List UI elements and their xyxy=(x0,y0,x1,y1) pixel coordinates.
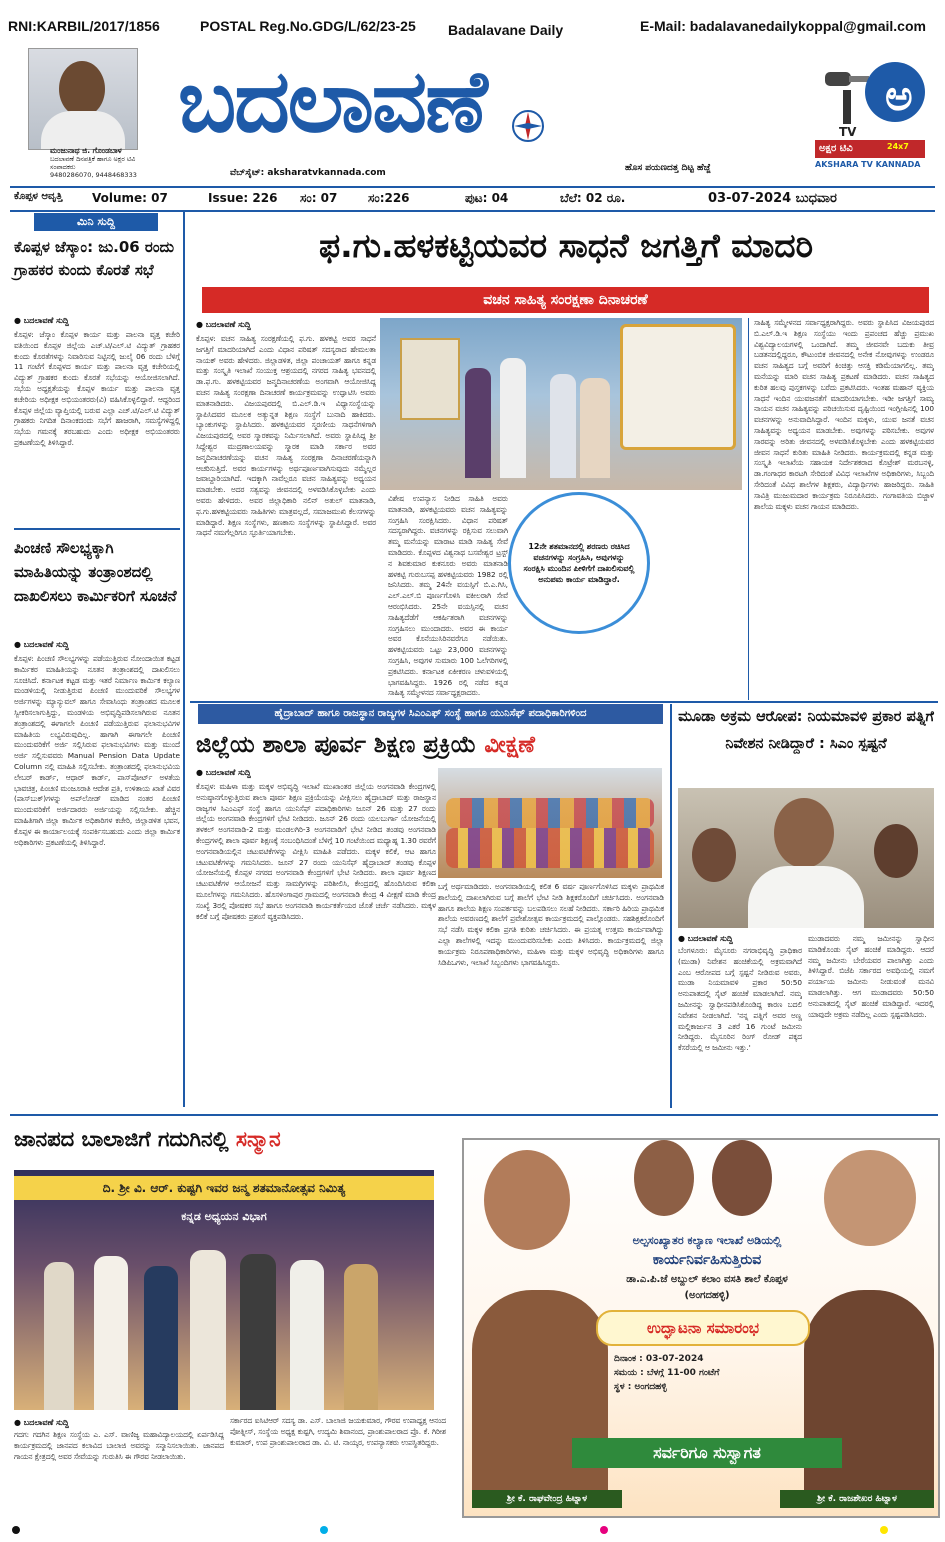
person-figure xyxy=(94,1256,128,1410)
divider xyxy=(14,528,180,530)
lead-subhead: ವಚನ ಸಾಹಿತ್ಯ ಸಂರಕ್ಷಣಾ ದಿನಾಚರಣೆ xyxy=(202,287,929,313)
akshara-tv-logo xyxy=(815,50,925,175)
lead-byline: ● ಬದಲಾವಣೆ ಸುದ್ದಿ xyxy=(196,320,251,329)
preschool-banner: ಹೈದ್ರಾಬಾದ್ ಹಾಗೂ ರಾಜಸ್ಥಾನ ರಾಜ್ಯಗಳ ಸಿಎಂಎಫ್ ಸಂಸ್ಥೆ ಹಾಗೂ ಯುನಿಸೆಫ್ ಪದಾಧಿಕಾರಿಗಳಿಂದ xyxy=(198,704,663,724)
person-figure xyxy=(144,1266,178,1410)
ad-place: (ಅಂಗದಹಳ್ಳಿ) xyxy=(684,1290,730,1301)
tv-247: 24x7 xyxy=(887,142,909,151)
lead-pull-quote xyxy=(508,492,650,634)
price-label: ಬೆಲೆ: 02 ರೂ. xyxy=(560,191,626,205)
ad-welcome: ಸರ್ವರಿಗೂ ಸುಸ್ವಾಗತ xyxy=(572,1438,842,1468)
cm-face xyxy=(774,798,834,868)
folk-headline-main: ಜಾನಪದ ಬಾಲಾಜಿಗೆ ಗದುಗಿನಲ್ಲಿ xyxy=(14,1127,236,1151)
pension-headline: ಪಿಂಚಣಿ ಸೌಲಭ್ಯಕ್ಕಾಗಿ ಮಾಹಿತಿಯನ್ನು ತಂತ್ರಾಂಶದಲ್ಲಿ ದಾಖಲಿಸಲು ಕಾರ್ಮಿಕರಿಗೆ ಸೂಚನೆ xyxy=(14,539,177,605)
portrait-frame xyxy=(400,338,460,420)
ad-leader-photo xyxy=(634,1140,694,1216)
preschool-photo xyxy=(438,768,662,878)
ad-leader-photo xyxy=(484,1150,570,1250)
folk-byline: ● ಬದಲಾವಣೆ ಸುದ್ದಿ xyxy=(14,1418,69,1427)
issue-label: Issue: 226 xyxy=(208,191,278,205)
folk-photo-sub: ಕನ್ನಡ ಅಧ್ಯಯನ ವಿಭಾಗ xyxy=(181,1210,267,1223)
pull-quote-text: 12ನೇ ಶತಮಾನದಲ್ಲಿ ಶರಣರು ರಚಿಸಿದ ವಚನಗಳನ್ನು ಸಂಗ್ರಹಿಸಿ, ಅವುಗಳನ್ನು ಸಂರಕ್ಷಿಸಿ ಮುಂದಿನ ಪೀಳಿಗೆಗೆ ದಾಖಲಿಸುವಲ್ಲಿ ಅನುಪಮ ಕಾರ್ಯ ಮಾಡಿದ್ದಾರೆ. xyxy=(523,542,635,584)
preschool-headline-accent: ವೀಕ್ಷಣೆ xyxy=(484,732,535,758)
guest-figure xyxy=(465,368,491,478)
ad-left-name: ಶ್ರೀ ಕೆ. ರಾಘವೇಂದ್ರ ಹಿಟ್ನಾಳ xyxy=(472,1490,622,1508)
ad-event: ಉದ್ಘಾಟನಾ ಸಮಾರಂಭ xyxy=(596,1310,810,1346)
microphone-icon xyxy=(815,50,925,140)
preschool-headline xyxy=(196,728,666,762)
bystander xyxy=(692,828,736,882)
tv-name-en: AKSHARA TV KANNADA xyxy=(815,160,921,169)
person-figure xyxy=(344,1264,378,1410)
ad-leader-photo xyxy=(712,1140,772,1216)
preschool-body-col2: ಬಗ್ಗೆ ಅರ್ಥಮಾಡಿದರು. ಅಂಗನವಾಡಿಯಲ್ಲಿ ಕಲಿತ 6 ವರ್ಷ ಪೂರ್ಣಗೊಳಿಸಿದ ಮಕ್ಕಳು ಪ್ರಾಥಮಿಕ ಶಾಲೆಯಲ್ಲಿ ದಾಖಲಾಗಿರುವ ಬಗ್ಗೆ ಶಾಲೆಗೆ ಭೇಟಿ ನೀಡಿ ಶಿಕ್ಷಕರೊಂದಿಗೆ ಚರ್ಚಿಸಿದರು. ಅಂಗನವಾಡಿ ಹಾಗೂ ಶಾಲೆಯ ಶಿಕ್ಷಣ ಸಂಪರ್ಕವನ್ನು ಬಲಪಡಿಸಲು ಸಲಹೆ ನೀಡಿದರು. ಸರ್ಕಾರಿ ಹಿರಿಯ ಪ್ರಾಥಮಿಕ ಶಾಲೆಯ ಅವರಣದಲ್ಲಿ ಶಾಲೆಗೆ ಪ್ರವೇಶೋತ್ಸವ ಕಾರ್ಯಕ್ರಮದಲ್ಲಿ ಪಾಲ್ಗೊಂಡರು. ಸಹಶಿಕ್ಷಕರೊಂದಿಗೆ ಸಭೆ ನಡೆಸಿ ಮಕ್ಕಳ ಕಲಿಕಾ ಪ್ರಗತಿ ಕುರಿತು ಚರ್ಚಿಸಿದರು. ಈ ಪ್ರಯತ್ನ ಉತ್ತಮ ಕಾರ್ಯವಾಗಿದ್ದು ಎಲ್ಲಾ ಶಾಲೆಗಳಲ್ಲಿ ಇದನ್ನು ಮುಂದುವರಿಸಬೇಕು ಎಂದು ತಿಳಿಸಿದರು. ಕಾರ್ಯಕ್ರಮದಲ್ಲಿ ಜಿಲ್ಲಾ ಕಾರ್ಯಕ್ರಮ ನಿರೂಪಣಾಧಿಕಾರಿಗಳು, ಮಹಿಳಾ ಮತ್ತು ಮಕ್ಕಳ ಅಭಿವೃದ್ಧಿ ಅಧಿಕಾರಿಗಳು ಹಾಗೂ ಸಿಡಿಪಿಒಗಳು, ಇಲಾಖೆ ಸಿಬ್ಬಂದಿಗಳು ಭಾಗವಹಿಸಿದ್ದರು. xyxy=(438,882,664,967)
postal-reg: POSTAL Reg.No.GDG/L/62/23-25 xyxy=(200,18,416,34)
group-people xyxy=(446,828,654,868)
column-rule xyxy=(183,212,185,1107)
divider xyxy=(10,1114,938,1116)
guest-figure xyxy=(500,358,526,478)
lead-headline: ಫ.ಗು.ಹಳಕಟ್ಟಿಯವರ ಸಾಧನೆ ಜಗತ್ತಿಗೆ ಮಾದರಿ xyxy=(318,226,814,265)
rni-number: RNI:KARBIL/2017/1856 xyxy=(8,18,160,34)
lead-body-col2: ವಿಶೇಷ ಉಪನ್ಯಾಸ ನೀಡಿದ ಸಾಹಿತಿ ಅವರು ಮಾತನಾಡಿ, ಹಳಕಟ್ಟಿಯವರು ವಚನ ಸಾಹಿತ್ಯವನ್ನು ಸಂಗ್ರಹಿಸಿ ಸಂರಕ್ಷಿಸಿದರು. ವಿಧಾನ ಪರಿಷತ್ ಸದಸ್ಯರಾಗಿದ್ದರು. ವಚನಗಳನ್ನು ರಕ್ಷಿಸುವ ಸಲುವಾಗಿ ತಮ್ಮ ಮನೆಯನ್ನು ಮಾರಾಟ ಮಾಡಿ ಸಾಹಿತ್ಯ ಸೇವೆ ಮಾಡಿದರು. ಕೊಪ್ಪಳದ ವಿಶ್ವನಾಥ ಬಸವೇಶ್ವರ ಟ್ರಸ್ಟ್ ನ ಶಿವಕುಮಾರ ಕುಕನೂರು ಅವರು ಮಾತನಾಡಿ ಹಳಕಟ್ಟಿ ಗುರುಬಸಪ್ಪ ಹಳಕಟ್ಟಿಯವರು 1982 ರಲ್ಲಿ ಜನಿಸಿದರು. ತಮ್ಮ 24ನೇ ವಯಸ್ಸಿಗೆ ಬಿ.ಎ.ಗಿಸಿ, ಎಲ್.ಎಲ್.ಬಿ ಪೂರ್ಣಗೊಳಿಸಿ ವಕೀಲರಾಗಿ ಸೇವೆ ಆರಂಭಿಸಿದರು. 25ನೇ ವಯಸ್ಸಿನಲ್ಲಿ ವಚನ ಸಾಹಿತ್ಯದೆಡೆಗೆ ಆಕರ್ಷಿತರಾಗಿ ವಚನಗಳನ್ನು ಸಂಗ್ರಹಿಸಲು ಮುಂದಾದರು. ಅವರ ಈ ಕಾರ್ಯ ಅವರ ಕೊನೆಯುಸಿರಿನವರೆಗೂ ನಡೆಯಿತು. ಹಳಕಟ್ಟಿಯವರು ಒಟ್ಟು 23,000 ವಚನಗಳನ್ನು ಸಂಗ್ರಹಿಸಿ, ಅವುಗಳ ಸುಮಾರು 100 ಓಲೆಗರಿಗಳಲ್ಲಿ ಪ್ರಕಟಿಸಿದರು. ಕರ್ನಾಟಕ ಏಕೀಕರಣ ಚಳುವಳಿಯಲ್ಲಿ ಭಾಗವಹಿಸಿದ್ದರು. 1926 ರಲ್ಲಿ ನಡೆದ ಕನ್ನಡ ಸಾಹಿತ್ಯ ಸಮ್ಮೇಳನದ ಸರ್ವಾಧ್ಯಕ್ಷರಾದರು. xyxy=(388,494,508,698)
folk-body-col2: ಸರ್ಕಾರದ ಐಸಿಟಿಆರ್ ಸದಸ್ಯ ಡಾ. ಎಸ್. ಬಾಲಾಜಿ ಜಯಕುಮಾರ, ಗೌರವ ಉಪಾಧ್ಯಕ್ಷ ಆನಂದ ಪೋತ್ನೀಸ್, ಸಂಸ್ಥೆಯ ಅಧ್ಯಕ್ಷ ಕುಷ್ಟಗಿ, ಉದ್ಯಮಿ ಶಿವಾನಂದ, ಪ್ರಾಂಶುಪಾಲರಾದ ಪ್ರೊ. ಕೆ. ಗಿರೀಶ ಕುಮಾರ್, ಉಪ ಪ್ರಾಂಶುಪಾಲರಾದ ಡಾ. ವಿ. ಟಿ. ನಾಯ್ಕರ, ಉಪನ್ಯಾಸಕರು ಉಪಸ್ಥಿತರಿದ್ದರು. xyxy=(230,1416,446,1447)
pension-body: ಕೊಪ್ಪಳ: ಪಿಂಚಣಿ ಸೌಲಭ್ಯಗಳನ್ನು ಪಡೆಯುತ್ತಿರುವ ನೋಂದಾಯಿತ ಕಟ್ಟಡ ಕಾರ್ಮಿಕರ ಮಾಹಿತಿಯನ್ನು ನೂತನ ತಂತ್ರಾಂಶದಲ್ಲಿ ದಾಖಲಿಸಲು ಸೂಚಿಸಿದೆ. ಕರ್ನಾಟಕ ಕಟ್ಟಡ ಮತ್ತು ಇತರೆ ನಿರ್ಮಾಣ ಕಾರ್ಮಿಕ ಕಲ್ಯಾಣ ಮಂಡಳಿಯಲ್ಲಿ ನೀಡುತ್ತಿರುವ ಪಿಂಚಣಿ ಮುಂದುವರಿಕೆ ಸೌಲಭ್ಯಗಳ ಅರ್ಜಿಗಳನ್ನು ಮ್ಯಾನ್ಯುವಲ್ ಹಾಗೂ ಸೇವಾಸಿಂಧು ತಂತ್ರಾಂಶದ ಮೂಲಕ ಸ್ವೀಕರಿಸಲಾಗುತ್ತಿದ್ದು, ಮಂಡಳಿಯ ಅಭಿವೃದ್ಧಿಪಡಿಸಲಾಗಿರುವ ನೂತನ ತಂತ್ರಾಂಶದಲ್ಲಿ ಈಗಾಗಲೇ ಪಿಂಚಣಿ ಪಡೆಯುತ್ತಿರುವ ಫಲಾನುಭವಿಗಳ ಮಾಹಿತಿಯ ಲಭ್ಯವಿರುವುದಿಲ್ಲ. ಹಾಗಾಗಿ ಈಗಾಗಲೇ ಪಿಂಚಣಿ ಮುಂದುವರಿಕೆಗೆ ಅರ್ಜಿ ಸಲ್ಲಿಸಿರುವ ಫಲಾನುಭವಿಗಳು ಮತ್ತು ಮುಂದೆ ಅರ್ಜಿ ಸಲ್ಲಿಸುವವರು Manual Pension Data Update Column ನಲ್ಲಿ ಮಾಹಿತಿ ಸಲ್ಲಿಸಬೇಕು. ತಂತ್ರಾಂಶದಲ್ಲಿ ಫಲಾನುಭವಿಯ ಲೇಬರ್ ಕಾರ್ಡ್, ಆಧಾರ್ ಕಾರ್ಡ್, ಪಾಸ್‌ಪೋರ್ಟ್ ಅಳತೆಯ ಭಾವಚಿತ್ರ, ಪಿಂಚಣಿ ಮಂಜೂರಾತಿ ಆದೇಶ ಪ್ರತಿ, ಉಳಿತಾಯ ಖಾತೆ ವಿವರ (ಪಾಸ್‌ಬುಕ್)ಗಳನ್ನು ಅಪ್‌ಲೋಡ್ ಮಾಡಿದ ನಂತರ ಪಿಂಚಣಿ ಮುಂದುವರಿಕೆಗೆ ಅರ್ಜಿದಾರರು ಅರ್ಜಿಯನ್ನು ಸಲ್ಲಿಸಬೇಕು. ಹೆಚ್ಚಿನ ಮಾಹಿತಿಗಾಗಿ ಜಿಲ್ಲಾ ಕಾರ್ಮಿಕ ಅಧಿಕಾರಿಗಳ ಕಚೇರಿ, ಜಿಲ್ಲಾಡಳಿತ ಭವನ, ಕೊಪ್ಪಳ ಈ ಕಾರ್ಯಾಲಯಕ್ಕೆ ಸಂಪರ್ಕಿಸಬಹುದು ಎಂದು ಜಿಲ್ಲಾ ಕಾರ್ಮಿಕ ಅಧಿಕಾರಿಗಳು ಪ್ರಕಟಣೆಯಲ್ಲಿ ತಿಳಿಸಿದ್ದಾರೆ. xyxy=(14,654,180,847)
guest-figure xyxy=(580,378,610,478)
folk-headline xyxy=(14,1122,454,1156)
mini-byline: ● ಬದಲಾವಣೆ ಸುದ್ದಿ xyxy=(14,316,69,325)
mini-headline: ಕೊಪ್ಪಳ ಜೆಸ್ಕಾಂ: ಜು.06 ರಂದು ಗ್ರಾಹಕರ ಕುಂದು ಕೊರತೆ ಸಭೆ xyxy=(14,238,174,279)
issue-date: 03-07-2024 ಬುಧವಾರ xyxy=(708,191,837,206)
sam-issue: ಸಂ:226 xyxy=(368,191,410,205)
editor-photo xyxy=(28,48,138,150)
pension-byline: ● ಬದಲಾವಣೆ ಸುದ್ದಿ xyxy=(14,640,69,649)
editor-role: ಬದಲಾವಣೆ ದಿನಪತ್ರಿಕೆ ಹಾಗೂ ಅಕ್ಷರ ಟಿವಿ ಸಂಪಾದಕರು xyxy=(50,155,136,171)
column-rule xyxy=(748,318,749,700)
muda-headline: ಮೂಡಾ ಅಕ್ರಮ ಆರೋಪ: ನಿಯಮಾವಳಿ ಪ್ರಕಾರ ಪತ್ನಿಗೆ ನಿವೇಶನ ನೀಡಿದ್ದಾರೆ : ಸಿಎಂ ಸ್ಪಷ್ಟನೆ xyxy=(678,709,934,752)
ad-school: ಡಾ.ಎ.ಪಿ.ಜೆ ಅಬ್ದುಲ್ ಕಲಾಂ ವಸತಿ ಶಾಲೆ ಕೊಪ್ಪಳ xyxy=(626,1274,788,1285)
folk-headline-accent: ಸನ್ಮಾನ xyxy=(235,1127,281,1151)
muda-byline: ● ಬದಲಾವಣೆ ಸುದ್ದಿ xyxy=(678,934,733,943)
guest-figure xyxy=(550,374,576,478)
issue-info-bar xyxy=(10,186,935,212)
person-figure xyxy=(44,1262,74,1410)
person-figure xyxy=(290,1260,324,1410)
top-bar xyxy=(0,0,945,40)
ad-date: ದಿನಾಂಕ : 03-07-2024 xyxy=(614,1354,704,1364)
folk-photo-banner: ದಿ. ಶ್ರೀ ವಿ. ಆರ್. ಕುಷ್ಟಗಿ ಇವರ ಜನ್ಮ ಶತಮಾನೋತ್ಸವ ನಿಮಿತ್ಯ xyxy=(14,1176,434,1200)
compass-icon xyxy=(510,108,546,144)
cm-shirt xyxy=(748,866,864,928)
pages-label: ಪುಟ: 04 xyxy=(465,191,509,205)
preschool-body-col1: ಕೊಪ್ಪಳ: ಮಹಿಳಾ ಮತ್ತು ಮಕ್ಕಳ ಅಭಿವೃದ್ಧಿ ಇಲಾಖೆ ಮುಖಾಂತರ ಜಿಲ್ಲೆಯ ಅಂಗನವಾಡಿ ಕೇಂದ್ರಗಳಲ್ಲಿ ಅನುಷ್ಠಾನಗೊಳ್ಳುತ್ತಿರುವ ಶಾಲಾ ಪೂರ್ವ ಶಿಕ್ಷಣ ಪ್ರಕ್ರಿಯೆಯನ್ನು ವೀಕ್ಷಿಸಲು ಹೈದ್ರಾಬಾದ್ ಮತ್ತು ರಾಜಸ್ಥಾನ ರಾಜ್ಯಗಳ ಸಿಎಂಎಫ್ ಸಂಸ್ಥೆ ಹಾಗೂ ಯುನಿಸೆಫ್ ಪದಾಧಿಕಾರಿಗಳು ಜೂನ್ 26 ಮತ್ತು 27 ರಂದು ಜಿಲ್ಲೆಯ ಅಂಗನವಾಡಿ ಕೇಂದ್ರಗಳಿಗೆ ಭೇಟಿ ನೀಡಿದರು. ಜೂನ್ 26 ರಂದು ಯಲಬುರ್ಗಾ ಯೋಜನೆಯಲ್ಲಿ ತಳಕಲ್ ಅಂಗನವಾಡಿ-2 ಮತ್ತು ಮಂಡಲಗಿರಿ-3 ಅಂಗನವಾಡಿಗೆ ಭೇಟಿ ನೀಡಿದ ತಂಡವು ಅಂಗನವಾಡಿ ಕೇಂದ್ರಗಳಲ್ಲಿ ಶಾಲಾ ಪೂರ್ವ ಶಿಕ್ಷಣಕ್ಕೆ ಸಂಬಂಧಿಸಿದಂತೆ ಬೆಳಿಗ್ಗೆ 10 ಗಂಟೆಯಿಂದ ಮಧ್ಯಾಹ್ನ 1.30 ರವರೆಗೆ ಅಂಗನವಾಡಿಯಲ್ಲಿನ ಚಟುವಟಿಕೆಗಳನ್ನು ವೀಕ್ಷಿಸಿ ಮಾಹಿತಿ ಪಡೆದರು. ಮಕ್ಕಳ ಕಲಿಕೆ, ಆಟ ಹಾಗೂ ಚಟುವಟಿಕೆಗಳನ್ನು ಗಮನಿಸಿದರು. ಜೂನ್ 27 ರಂದು ಯುನಿಸೆಫ್ ಹೈದ್ರಾಬಾದ್ ತಂಡವು ಕೊಪ್ಪಳ ಯೋಜನೆಯಲ್ಲಿ ಕೊಪ್ಪಳ ನಗರದ ಅಂಗನವಾಡಿ ಕೇಂದ್ರಗಳಿಗೆ ಭೇಟಿ ನೀಡಿದರು. ಶಾಲಾ ಪೂರ್ವ ಶಿಕ್ಷಣದ ಚಟುವಟಿಕೆಗಳ ಆಯೋಜನೆ ಮತ್ತು ಸಾಮಗ್ರಿಗಳನ್ನು ಪರಿಶೀಲಿಸಿ, ಕೇಂದ್ರದಲ್ಲಿ ಹೊಂದಿಸಿರುವ ಕಲಿಕಾ ಮೂಲೆಗಳನ್ನು ಗಮನಿಸಿದರು. ಹೊಸಳಿಂಗಾಪುರ ಗ್ರಾಮದಲ್ಲಿ ಅಂಗನವಾಡಿ ಕೇಂದ್ರ 4 ವೀಕ್ಷಣೆ ಮಾಡಿ ಕೇಂದ್ರ ಸಂಖ್ಯೆ 3ರಲ್ಲಿ ಪೋಷಕರ ಸಭೆ ಹಾಗೂ ಅಂಗನವಾಡಿ ಕಾರ್ಯಕರ್ತೆಯರ ಜೊತೆ ಚರ್ಚೆ ನಡೆಸಿದರು. ಮಕ್ಕಳ ಕಲಿಕೆ ಬಗ್ಗೆ ಪೋಷಕರು ಪ್ರಶಂಸೆ ವ್ಯಕ್ತಪಡಿಸಿದರು. xyxy=(196,782,436,921)
tv-name: ಅಕ್ಷರ ಟಿವಿ xyxy=(815,140,925,158)
ad-venue: ಸ್ಥಳ : ಅಂಗದಹಳ್ಳಿ xyxy=(614,1382,667,1392)
svg-text:TV: TV xyxy=(839,125,857,139)
muda-body-col2: ಮುಡಾದವರು ನಮ್ಮ ಜಮೀನನ್ನು ಸ್ವಾಧೀನ ಮಾಡಿಕೊಂಡು ಸೈಟ್ ಹಂಚಿಕೆ ಮಾಡಿದ್ದರು. ಆದರೆ ನಮ್ಮ ಜಮೀನು ಬೇರೆಯವರ ಪಾಲಾಗಿತ್ತು ಎಂದು ತಿಳಿಸಿದ್ದಾರೆ. ಬಿಜೆಪಿ ಸರ್ಕಾರದ ಅವಧಿಯಲ್ಲಿ ನಮಗೆ ಪರ್ಯಾಯ ಜಮೀನು ನೀಡುವಂತೆ ಮನವಿ ಮಾಡಲಾಗಿತ್ತು. ಆಗ ಮುಡಾದವರು 50:50 ಅನುಪಾತದಲ್ಲಿ ಸೈಟ್ ಹಂಚಿಕೆ ಮಾಡಿದ್ದಾರೆ. ಇದರಲ್ಲಿ ಯಾವುದೇ ಅಕ್ರಮ ನಡೆದಿಲ್ಲ ಎಂದು ಸ್ಪಷ್ಟಪಡಿಸಿದರು. xyxy=(808,934,934,1019)
preschool-headline-main: ಜಿಲ್ಲೆಯ ಶಾಲಾ ಪೂರ್ವ ಶಿಕ್ಷಣ ಪ್ರಕ್ರಿಯೆ xyxy=(196,732,485,758)
section-tag-mini: ಮಿನಿ ಸುದ್ದಿ xyxy=(34,213,158,231)
lead-body-col1: ಕೊಪ್ಪಳ: ವಚನ ಸಾಹಿತ್ಯ ಸಂರಕ್ಷಣೆಯಲ್ಲಿ ಫ.ಗು. ಹಳಕಟ್ಟಿ ಅವರ ಸಾಧನೆ ಜಗತ್ತಿಗೆ ಮಾದರಿಯಾಗಿದೆ ಎಂದು ವಿಧಾನ ಪರಿಷತ್ ಸದಸ್ಯರಾದ ಹೇಮಲತಾ ನಾಯಕ್ ಅವರು ಹೇಳಿದರು. ಜಿಲ್ಲಾಡಳಿತ, ಜಿಲ್ಲಾ ಪಂಚಾಯತ್ ಹಾಗೂ ಕನ್ನಡ ಮತ್ತು ಸಂಸ್ಕೃತಿ ಇಲಾಖೆ ಸಂಯುಕ್ತ ಆಶ್ರಯದಲ್ಲಿ ನಗರದ ಸಾಹಿತ್ಯ ಭವನದಲ್ಲಿ ಡಾ.ಫ.ಗು. ಹಳಕಟ್ಟಿಯವರ ಜನ್ಮದಿನಾಚರಣೆಯ ಅಂಗವಾಗಿ ಆಯೋಜಿಸಿದ್ದ ವಚನ ಸಾಹಿತ್ಯ ಸಂರಕ್ಷಣಾ ದಿನಾಚರಣೆ ಕಾರ್ಯಕ್ರಮವನ್ನು ಉದ್ಘಾಟಿಸಿ ಅವರು ಮಾತನಾಡಿದರು. ವಿಜಯಪುರದಲ್ಲಿ ಬಿ.ಎಲ್.ಡಿ.ಇ ವಿಧ್ಯಾಸಂಸ್ಥೆಯನ್ನು ಸ್ಥಾಪಿಸಿದವರ ಮೂಲಕ ಅತ್ಯುನ್ನತ ಶಿಕ್ಷಣ ಸಂಸ್ಥೆಗೆ ಬುನಾದಿ ಹಾಕಿದರು. ಬ್ಯಾಂಕುಗಳನ್ನು ಸ್ಥಾಪಿಸಿದರು. ಹಳಕಟ್ಟಿಯವರ ಸ್ಮರಣೀಯ ಸಾಧನೆಗಳಿಗಾಗಿ ವಿಜಯಪುರದಲ್ಲಿ ಅವರ ಸ್ಮಾರಕವನ್ನು ನಿರ್ಮಿಸಲಾಗಿದೆ. ಅವರು ಸ್ಥಾಪಿಸಿದ್ದ ಶ್ರೀ ಸಿದ್ದೇಶ್ವರ ಮುದ್ರಣಾಲಯವನ್ನು ಸ್ಮಾರಕ ಮಾಡಿ ಸರ್ಕಾರ ಅವರ ಜನ್ಮದಿನಾಚರಣೆಯನ್ನು ವಚನ ಸಾಹಿತ್ಯ ಸಂರಕ್ಷಣಾ ದಿನಾಚರಣೆಯನ್ನಾಗಿ ಆಚರಿಸುತ್ತಿದೆ. ಅವರ ಕಾರ್ಯಗಳನ್ನು ಅರ್ಥಪೂರ್ಣವಾಗಿಸುವುದು ನಮ್ಮೆಲ್ಲರ ಜವಾಬ್ದಾರಿಯಾಗಿದೆ. ಇದಕ್ಕಾಗಿ ನಾವೆಲ್ಲರೂ ವಚನ ಸಾಹಿತ್ಯವನ್ನು ಅಧ್ಯಯನ ಮಾಡಬೇಕು. ಅದರ ಸತ್ವವನ್ನು ಜೀವನದಲ್ಲಿ ಅಳವಡಿಸಿಕೊಳ್ಳಬೇಕು ಎಂದು ಅವರು ಹೇಳಿದರು. ಅವರ ಜಿಲ್ಲಾಧಿಕಾರಿ ನಲಿನ್ ಅತುಲ್ ಮಾತನಾಡಿ, ಫ.ಗು.ಹಳಕಟ್ಟಿಯವರು ಸಾಹಿತಿಗಳು ಮಾತ್ರವಲ್ಲದೆ, ಸಮಾಜಮುಖಿ ಕೆಲಸಗಳನ್ನು ಮಾಡಿದ್ದಾರೆ. ಶಿಕ್ಷಣ ಸಂಸ್ಥೆಗಳು, ಹಣಕಾಸು ಸಂಸ್ಥೆಗಳನ್ನು ಸ್ಥಾಪಿಸಿದ್ದಾರೆ. ಅವರ ಸಾಧನೆ ನಮಗೆಲ್ಲರಿಗೂ ಸ್ಫೂರ್ತಿಯಾಗಬೇಕು. xyxy=(196,334,376,538)
muda-body-col1: ಬೆಂಗಳೂರು: ಮೈಸೂರು ನಗರಾಭಿವೃದ್ಧಿ ಪ್ರಾಧಿಕಾರ (ಮುಡಾ) ನಿವೇಶನ ಹಂಚಿಕೆಯಲ್ಲಿ ಅಕ್ರಮವಾಗಿದೆ ಎಂಬ ಆರೋಪದ ಬಗ್ಗೆ ಸ್ಪಷ್ಟನೆ ನೀಡಿರುವ ಅವರು, ಮುಡಾ ನಿಯಮಾವಳಿ ಪ್ರಕಾರ 50:50 ಅನುಪಾತದಲ್ಲಿ ಸೈಟ್ ಹಂಚಿಕೆ ಮಾಡಲಾಗಿದೆ. ನಮ್ಮ ಜಮೀನನ್ನು ಸ್ವಾಧೀನಪಡಿಸಿಕೊಂಡಿದ್ದ ಕಾರಣ ಬದಲಿ ನಿವೇಶನ ನೀಡಲಾಗಿದೆ. 'ನನ್ನ ಪತ್ನಿಗೆ ಅವರ ಅಣ್ಣ ಮಲ್ಲಿಕಾರ್ಜುನ 3 ಎಕರೆ 16 ಗುಂಟೆ ಜಮೀನು ನೀಡಿದ್ದರು. ಮೈಸೂರಿನ ರಿಂಗ್ ರೋಡ್ ಪಕ್ಕದ ಕೆಸರೆಯಲ್ಲಿ ಆ ಜಮೀನು ಇತ್ತು.' xyxy=(678,946,802,1053)
preschool-byline: ● ಬದಲಾವಣೆ ಸುದ್ದಿ xyxy=(196,768,251,777)
bystander xyxy=(874,824,918,878)
folk-body-col1: ಗದಗ: ಗದಗಿನ ಶಿಕ್ಷಣ ಸಂಸ್ಥೆಯ ಎ. ಎಸ್. ವಾಣಿಜ್ಯ ಮಹಾವಿದ್ಯಾಲಯದಲ್ಲಿ ಏರ್ಪಡಿಸಿದ್ದ ಕಾರ್ಯಕ್ರಮದಲ್ಲಿ ಜಾನಪದ ಕಲಾವಿದ ಬಾಲಾಜಿ ಅವರನ್ನು ಸನ್ಮಾನಿಸಲಾಯಿತು. ಜಾನಪದ ಗಾಯನ ಕ್ಷೇತ್ರದಲ್ಲಿ ಅವರ ಸೇವೆಯನ್ನು ಗುರುತಿಸಿ ಈ ಗೌರವ ನೀಡಲಾಯಿತು. xyxy=(14,1430,224,1461)
tagline: ಹೊಸ ಪಯಣದತ್ತ ದಿಟ್ಟ ಹೆಜ್ಜೆ xyxy=(625,163,711,173)
person-figure xyxy=(190,1250,226,1410)
mini-body: ಕೊಪ್ಪಳ: ಜೆಸ್ಕಾಂ ಕೊಪ್ಪಳ ಕಾರ್ಯ ಮತ್ತು ಪಾಲನಾ ವೃತ್ತ ಕಚೇರಿ ವತಿಯಿಂದ ಕೊಪ್ಪಳ ಜಿಲ್ಲೆಯ ಎಚ್.ಟಿ/ಎಲ್.ಟಿ ವಿದ್ಯುತ್ ಗ್ರಾಹಕರ ಕುಂದು ಕೊರತೆಗಳನ್ನು ನಿವಾರಿಸುವ ನಿಟ್ಟಿನಲ್ಲಿ ಜುಲೈ 06 ರಂದು ಬೆಳಿಗ್ಗೆ 11 ಗಂಟೆಗೆ ಕೊಪ್ಪಳದ ಕಾರ್ಯ ಮತ್ತು ಪಾಲನಾ ವೃತ್ತ ಕಚೇರಿಯಲ್ಲಿ ವಿದ್ಯುತ್ ಗ್ರಾಹಕರ ಕುಂದು ಕೊರತೆ ಸಭೆಯನ್ನು ಆಯೋಜಿಸಲಾಗಿದೆ. ಸಭೆಯ ಅಧ್ಯಕ್ಷತೆಯನ್ನು ಕೊಪ್ಪಳ ಕಾರ್ಯ ಮತ್ತು ಪಾಲನಾ ವೃತ್ತ ಕಚೇರಿಯ ಅಧೀಕ್ಷಕ ಅಭಿಯಂತರರು(ವಿ) ವಹಿಸಿಕೊಳ್ಳಲಿದ್ದಾರೆ. ಆದ್ದರಿಂದ ಕೊಪ್ಪಳ ಜಿಲ್ಲೆಯ ವ್ಯಾಪ್ತಿಯಲ್ಲಿ ಬರುವ ಎಲ್ಲಾ ಎಚ್.ಟಿ/ಎಲ್.ಟಿ ವಿದ್ಯುತ್ ಗ್ರಾಹಕರು ನಿಗದಿತ ದಿನಾಂಕದಂದು ಸಭೆಗೆ ಹಾಜರಾಗಿ, ಸಮಸ್ಯೆಗಳಿದ್ದಲ್ಲಿ ಸಭೆಯ ಗಮನಕ್ಕೆ ತರಬಹುದು ಎಂದು ಅಧೀಕ್ಷಕ ಅಭಿಯಂತರರು ಪ್ರಕಟಣೆಯಲ್ಲಿ ತಿಳಿಸಿದ್ದಾರೆ. xyxy=(14,330,180,447)
ad-time: ಸಮಯ : ಬೆಳಗ್ಗೆ 11-00 ಗಂಟೆಗೆ xyxy=(614,1368,720,1378)
lead-photo xyxy=(380,318,742,490)
daily-name-en: Badalavane Daily xyxy=(448,22,564,38)
inauguration-ad xyxy=(462,1138,940,1518)
editor-caption xyxy=(50,147,160,179)
volume-label: Volume: 07 xyxy=(92,191,168,205)
print-registration-marks xyxy=(0,1524,945,1536)
lead-body-col3 xyxy=(654,494,744,698)
person-figure xyxy=(240,1254,276,1410)
editor-name: ಮಂಜುನಾಥ ಜಿ. ಗೊಂಡಬಾಳ xyxy=(50,146,122,155)
ad-title2: ಕಾರ್ಯನಿರ್ವಹಿಸುತ್ತಿರುವ xyxy=(652,1252,762,1268)
svg-text:ಅ: ಅ xyxy=(885,71,913,120)
edition-label: ಕೊಪ್ಪಳ ಆವೃತ್ತಿ xyxy=(14,191,63,202)
column-rule xyxy=(670,704,672,1108)
ad-right-name: ಶ್ರೀ ಕೆ. ರಾಜಶೇಖರ ಹಿಟ್ನಾಳ xyxy=(780,1490,934,1508)
divider xyxy=(190,701,938,703)
portrait-garland xyxy=(620,324,736,450)
contact-email: E-Mail: badalavanedailykoppal@gmail.com xyxy=(640,18,926,34)
editor-phone: 9480286070, 9448468333 xyxy=(50,171,137,179)
cm-photo xyxy=(678,788,934,928)
lead-body-col4: ಸಾಹಿತ್ಯ ಸಮ್ಮೇಳನದ ಸರ್ವಾಧ್ಯಕ್ಷರಾಗಿದ್ದರು. ಅವರು ಸ್ಥಾಪಿಸಿದ ವಿಜಯಪುರದ ಬಿ.ಎಲ್.ಡಿ.ಇ ಶಿಕ್ಷಣ ಸಂಸ್ಥೆಯು ಇಂದು ಪ್ರಪಂಚದ ಹೆಚ್ಚು ಪ್ರಮುಖ ವಿಶ್ವವಿದ್ಯಾಲಯಗಳಲ್ಲಿ ಒಂದಾಗಿದೆ. ತಮ್ಮ ಜೀವನವೇ ಬದುಕು ತೀವ್ರ ಬಡತನದಲ್ಲಿದ್ದರೂ, ಕೌಟುಂಬಿಕ ಜೀವನದಲ್ಲಿ ಅನೇಕ ನೋವುಗಳನ್ನು ಉಂಡರೂ ವಚನ ಸಾಹಿತ್ಯದ ಬಗ್ಗೆ ಅವರಿಗೆ ಕಿಂಚಿತ್ತು ಆಸಕ್ತಿ ಕಡಿಮೆಯಾಗಲಿಲ್ಲ. ತಮ್ಮ ಮನೆಯನ್ನು ಮಾರಿ ವಚನ ಸಾಹಿತ್ಯ ಪ್ರಕಟಣೆ ಮಾಡಿದರು. ವಚನ ಸಾಹಿತ್ಯದ ಕುರಿತ ಹಲವು ಪುಸ್ತಕಗಳನ್ನು ಬರೆದು ಪ್ರಕಟಿಸಿದರು. ಇಂತಹ ಮಹಾನ್ ವ್ಯಕ್ತಿಯ ಸಾಧನೆ ಇಂದಿನ ಯುವಜನತೆಗೆ ಮಾದರಿಯಾಗಬೇಕು. ಇಡೀ ಜಗತ್ತಿಗೆ ಸಾಮ್ಯ ನಾಯನ ವಚನ ಸಾಹಿತ್ಯವನ್ನು ಪರಿಚಯಿಸುವ ದೃಷ್ಟಿಯಿಂದ ಇಂಗ್ಲೀಷಿನಲ್ಲಿ 100 ವಚನಗಳನ್ನು ಅನುವಾದಿಸಿದ್ದಾರೆ. ಇಂದಿನ ಮಕ್ಕಳು, ಯುವ ಜನತೆ ವಚನ ಸಾಹಿತ್ಯವನ್ನು ಅಧ್ಯಯನ ಮಾಡಬೇಕು. ಅವುಗಳನ್ನು ಪಠಿಸಬೇಕು. ಅವುಗಳ ಸಾರವನ್ನು ಅರಿತು ಜೀವನದಲ್ಲಿ ಅಳವಡಿಸಿಕೊಳ್ಳಬೇಕು ಎಂದು ಹಳಕಟ್ಟಿಯವರ ಜೀವನ ಸಾಧನೆ ಕುರಿತು ಮಾಹಿತಿ ನೀಡಿದರು. ಕಾರ್ಯಕ್ರಮದಲ್ಲಿ ಕನ್ನಡ ಮತ್ತು ಸಂಸ್ಕೃತಿ ಇಲಾಖೆಯ ಸಹಾಯಕ ನಿರ್ದೇಶಕರಾದ ಕೊಟ್ರೇಶ್ ಮರಬನಳ್ಳಿ, ಡಾ.ಗಂಗಾಧರ ಕಾರಟಗಿ ಸೇರಿದಂತೆ ವಿವಿಧ ಇಲಾಖೆಗಳ ಅಧಿಕಾರಿಗಳು, ಸಿಬ್ಬಂದಿ ಸೇರಿದಂತೆ ವಿವಿಧ ಶಾಲೆಗಳ ಶಿಕ್ಷಕರು, ವಿದ್ಯಾರ್ಥಿಗಳು ಹಾಜರಿದ್ದರು. ಸಾಹಿತಿ ಸಾವಿತ್ರಿ ಮುಜುಮದಾರ ಕಾರ್ಯಕ್ರಮ ನಿರೂಪಿಸಿದರು. ಗಂಗಾವತಿಯ ಬಿಜ್ಜಾಳ ಶಾಲೆಯ ಮಕ್ಕಳು ವಚನ ಗಾಯನ ಮಾಡಿದರು. xyxy=(754,318,934,511)
folk-photo xyxy=(14,1170,434,1410)
sam-volume: ಸಂ: 07 xyxy=(300,191,338,205)
website-url: ವೆಬ್‌ಸೈಟ್: aksharatvkannada.com xyxy=(230,168,386,178)
ad-leader-photo xyxy=(824,1150,916,1246)
group-people xyxy=(446,798,654,828)
ad-title: ಅಲ್ಪಸಂಖ್ಯಾತರ ಕಲ್ಯಾಣ ಇಲಾಖೆ ಅಡಿಯಲ್ಲಿ xyxy=(632,1234,782,1247)
newspaper-logo: ಬದಲಾವಣೆ xyxy=(178,54,486,150)
